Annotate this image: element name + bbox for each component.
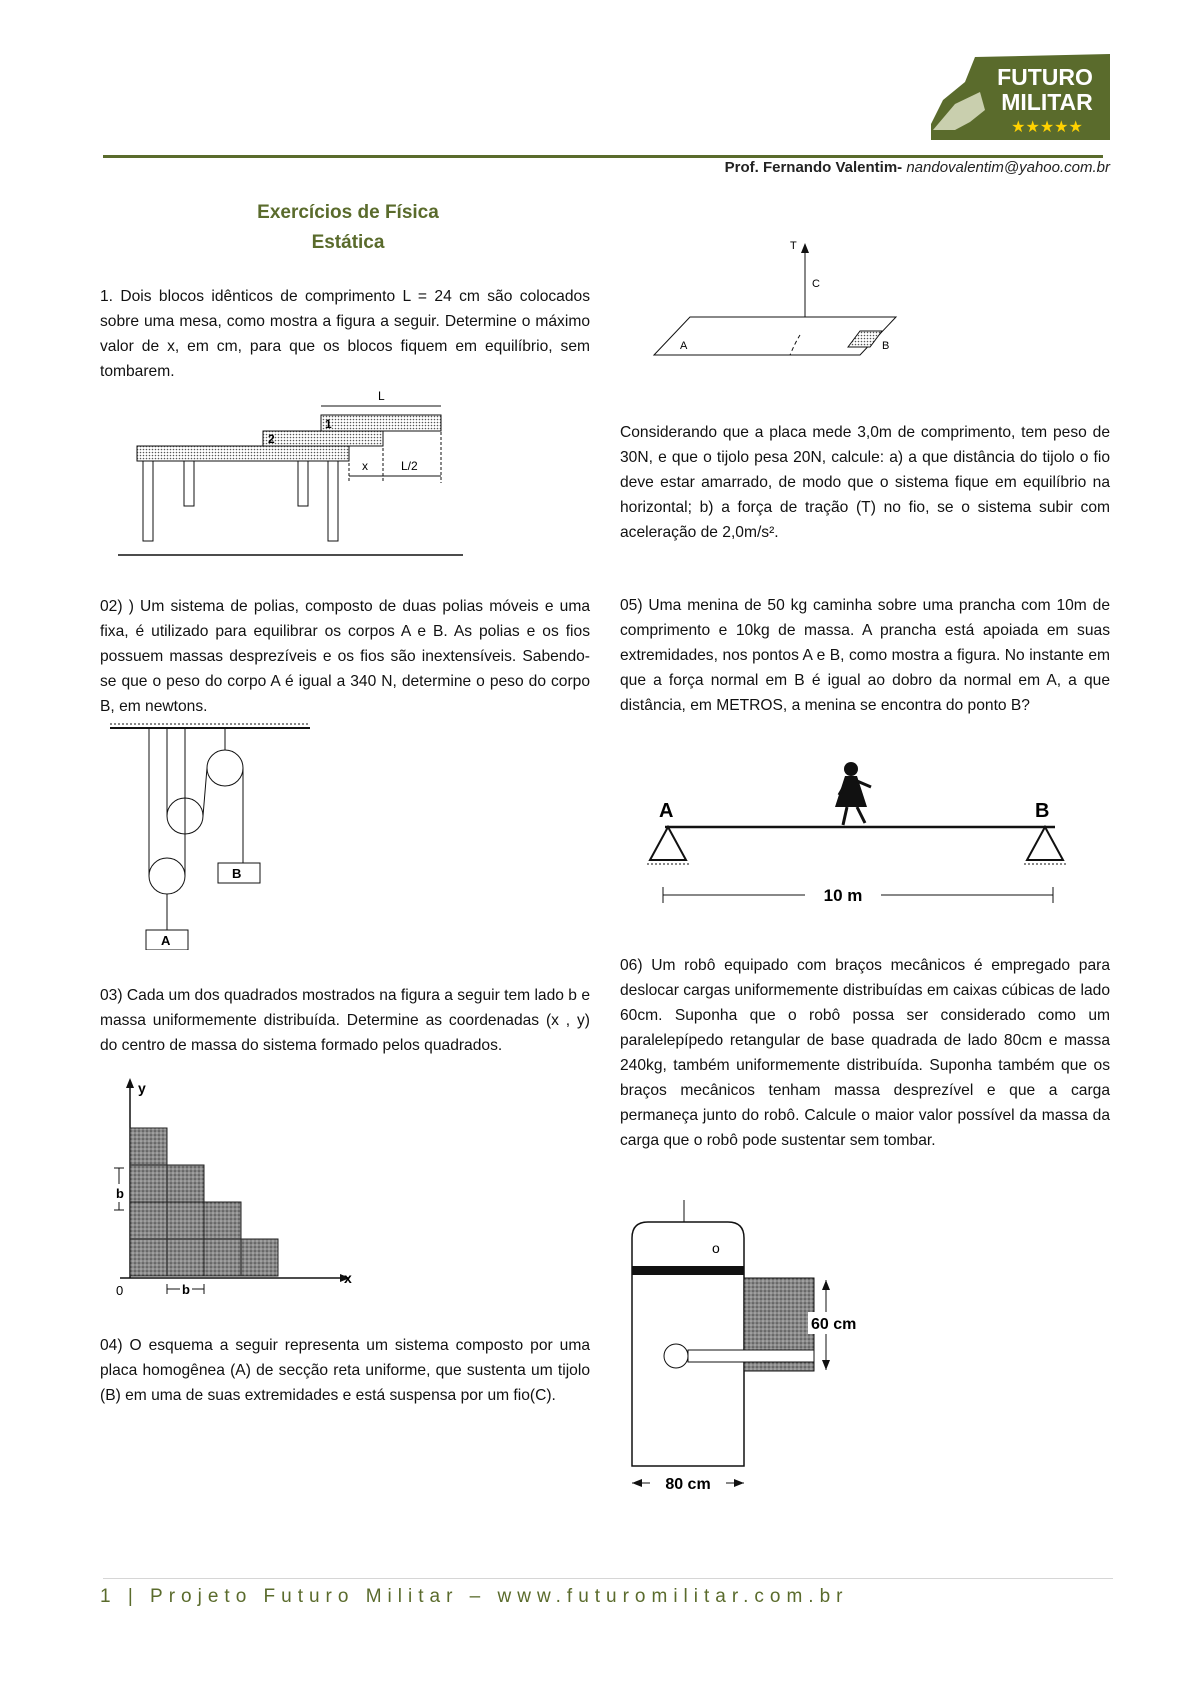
fixed-pulley [207, 750, 243, 786]
table-leg [184, 461, 194, 506]
block-2 [263, 431, 383, 446]
brick-label: B [882, 340, 890, 352]
square [241, 1239, 278, 1276]
figure-q3-squares [110, 1078, 360, 1304]
square [167, 1202, 204, 1239]
question-1-text: 1. Dois blocos idênticos de comprimento L = 24 cm são colocados sobre uma mesa, como mostra a figura a seguir. Determine o máximo valor de x, em cm, para que os blocos fiquem em equilíbrio, sem tombarem. [100, 288, 590, 380]
block-1 [321, 415, 441, 431]
logo-line2: MILITAR [1001, 89, 1093, 115]
square [130, 1128, 167, 1165]
question-6-text: 06) Um robô equipado com braços mecânicos é empregado para deslocar cargas uniformemente distribuídas em caixas cúbicas de lado 60cm. Suponha que o robô possa ser considerado como um paralelepípedo retangular de base quadrada de lado 80cm e massa 240kg, também uniformemente distribuída. Suponha também que os braços mecânicos tenham massa desprezível e que a carga permaneça junto do robô. Calcule o maior valor possível da massa da carga que o robô pode sustentar sem tombar. [620, 957, 1110, 1149]
x-axis-label: x [344, 1270, 352, 1286]
table-leg [298, 461, 308, 506]
robot-band [632, 1266, 744, 1275]
logo-stars-icon: ★★★★★ [1011, 119, 1083, 136]
square [204, 1202, 241, 1239]
width-label: 80 cm [665, 1476, 711, 1493]
author-name: Prof. Fernando Valentim- [724, 159, 903, 176]
page-title: Exercícios de Física [257, 202, 439, 223]
table-leg [328, 461, 338, 541]
figure-q4-plate [650, 235, 910, 360]
body-B-label: B [232, 866, 242, 881]
figure-q5-plank [645, 755, 1085, 915]
body-A-label: A [161, 933, 171, 948]
origin-label: 0 [116, 1283, 124, 1298]
robot-body [632, 1222, 744, 1466]
support-A-label: A [659, 800, 674, 822]
squares-group [130, 1128, 278, 1276]
robot-arm [688, 1350, 814, 1362]
footer-rule [103, 1578, 1113, 1579]
question-4-text: 04) O esquema a seguir representa um sistema composto por uma placa homogênea (A) de secção reta uniforme, que sustenta um tijolo (B) em uma de suas extremidades e está suspensa por um fio(C). [100, 1337, 590, 1404]
square [204, 1239, 241, 1276]
block-2-label: 2 [268, 432, 275, 446]
square [130, 1239, 167, 1276]
arrow-left-icon [632, 1479, 642, 1487]
support-B [1027, 827, 1063, 860]
wire-label: C [812, 278, 820, 290]
square [167, 1239, 204, 1276]
author-email[interactable]: nandovalentim@yahoo.com.br [902, 159, 1110, 176]
square [130, 1165, 167, 1202]
rope [203, 768, 207, 816]
dimension-x-label: x [362, 459, 368, 473]
square [130, 1202, 167, 1239]
page-subtitle: Estática [311, 232, 385, 253]
support-B-label: B [1035, 800, 1050, 822]
arrow-up-icon [822, 1280, 830, 1290]
side-b-horizontal-label: b [182, 1282, 190, 1297]
height-label: 60 cm [811, 1316, 857, 1333]
tension-label: T [790, 240, 797, 252]
support-A [650, 827, 686, 860]
table-top [137, 446, 349, 461]
square [167, 1165, 204, 1202]
figure-q1-table-blocks [118, 388, 478, 563]
robot-marker-label: o [712, 1240, 720, 1256]
question-5-text: 05) Uma menina de 50 kg caminha sobre uma prancha com 10m de comprimento e 10kg de massa. A prancha está apoiada em suas extremidades, nos pontos A e B, como mostra a figura. No instante em que a força normal em B é igual ao dobro da normal em A, a que distância, em METROS, a menina se encontra do ponto B? [620, 597, 1110, 714]
plank-length-label: 10 m [823, 886, 863, 905]
arrow-right-icon [734, 1479, 744, 1487]
girl-icon [835, 762, 871, 825]
header-author-line [725, 159, 1110, 176]
figure-q2-pulleys [105, 718, 325, 950]
block-1-label: 1 [325, 417, 332, 431]
figure-q6-robot [628, 1198, 888, 1498]
page-footer: 1 | Projeto Futuro Militar – www.futuromilitar.com.br [100, 1586, 849, 1607]
movable-pulley-lower [149, 858, 185, 894]
dimension-L-label: L [378, 389, 385, 403]
table-leg [143, 461, 153, 541]
robot-arm-joint [664, 1344, 688, 1368]
tension-arrow-icon [801, 243, 809, 253]
arrow-down-icon [822, 1360, 830, 1370]
y-axis-label: y [138, 1080, 146, 1096]
question-2-text: 02) ) Um sistema de polias, composto de duas polias móveis e uma fixa, é utilizado para equilibrar os corpos A e B. As polias e os fios possuem massas desprezíveis e os fios são inextensíveis. Sabendo-se que o peso do corpo A é igual a 340 N, determine o peso do corpo B, em newtons. [100, 598, 590, 715]
y-axis-arrow-icon [126, 1078, 134, 1088]
header-rule [103, 155, 1103, 158]
logo [925, 52, 1115, 144]
plate-label: A [680, 340, 688, 352]
dimension-L2-label: L/2 [401, 459, 418, 473]
question-3-text: 03) Cada um dos quadrados mostrados na figura a seguir tem lado b e massa uniformemente distribuída. Determine as coordenadas (x , y) do centro de massa do sistema formado pelos quadrados. [100, 987, 590, 1054]
question-4-continuation: Considerando que a placa mede 3,0m de comprimento, tem peso de 30N, e que o tijolo pesa 20N, calcule: a) a que distância do tijolo o fio deve estar amarrado, de modo que o sistema fique em equilíbrio na horizontal; b) a força de tração (T) no fio, se o sistema subir com aceleração de 2,0m/s². [620, 424, 1110, 541]
side-b-vertical-label: b [116, 1186, 124, 1201]
logo-line1: FUTURO [997, 64, 1093, 90]
